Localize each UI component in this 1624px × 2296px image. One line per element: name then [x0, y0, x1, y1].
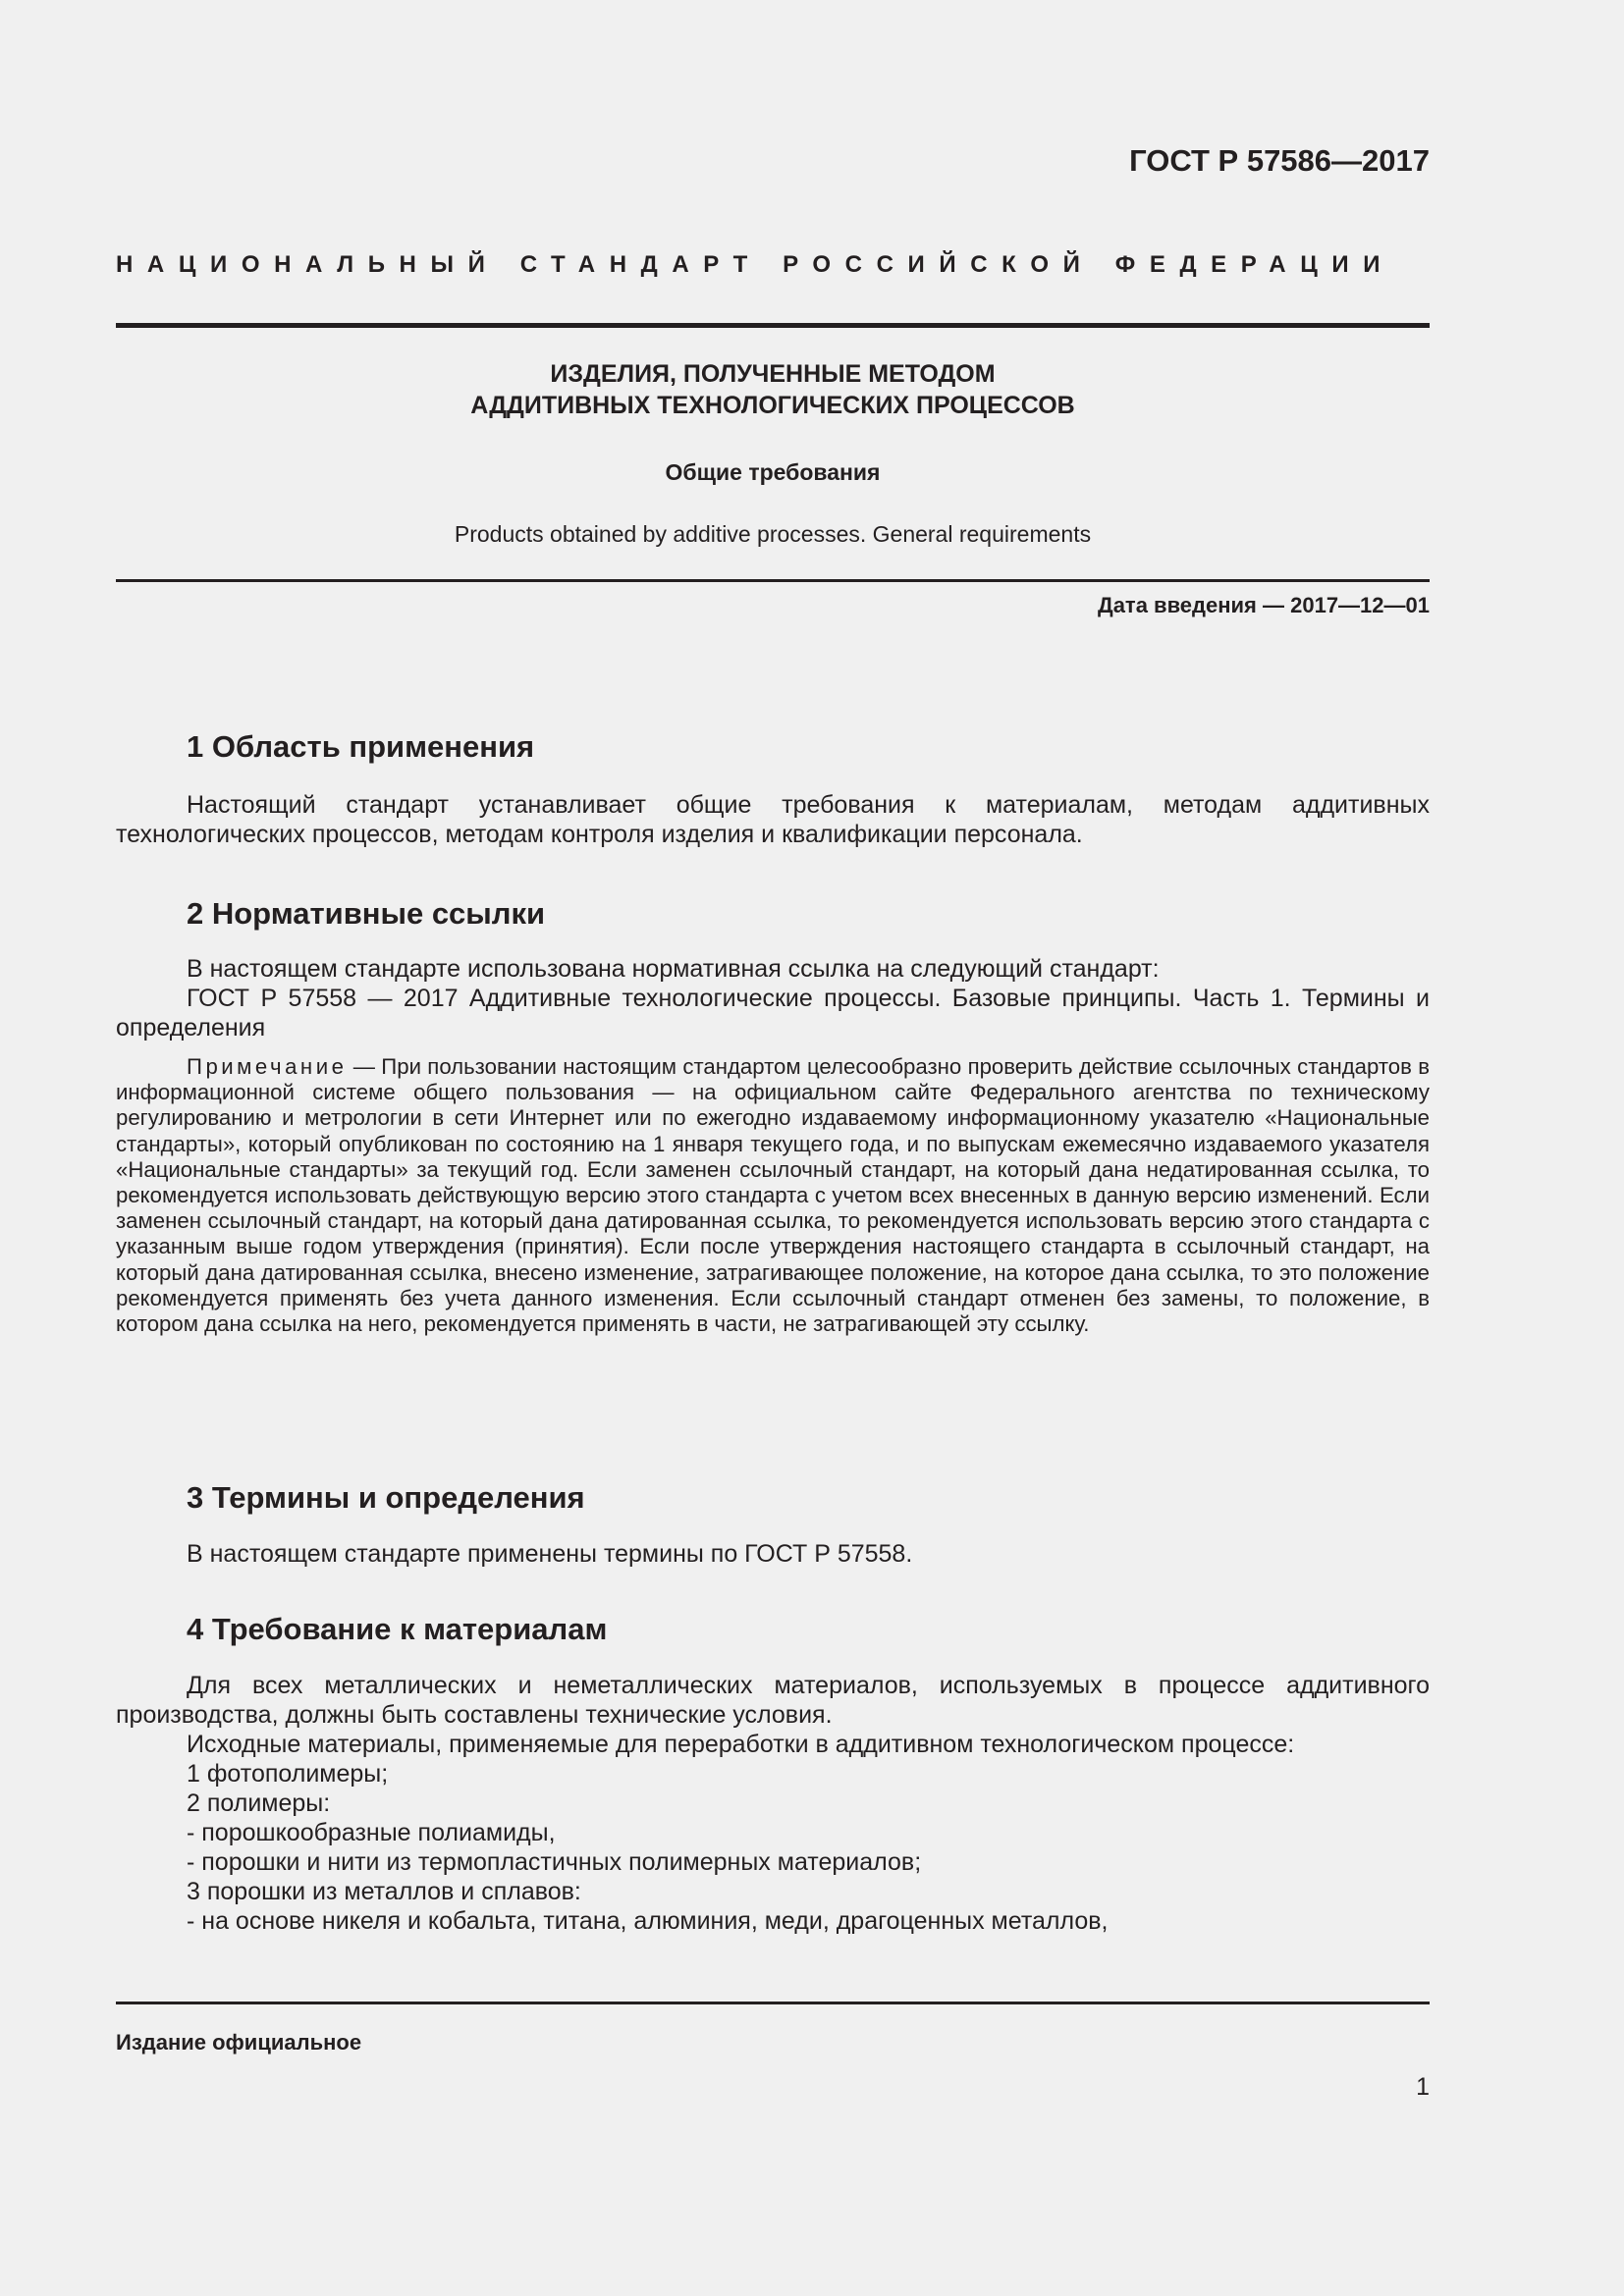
introduction-date: Дата введения — 2017—12—01: [1098, 593, 1430, 617]
document-subtitle: Общие требования: [665, 459, 881, 485]
section-2-intro: В настоящем стандарте использована нормативная ссылка на следующий стандарт:: [187, 955, 1160, 983]
page-number: 1: [1416, 2073, 1430, 2101]
footer-rule: [116, 2002, 1430, 2004]
section-2-reference: ГОСТ Р 57558 — 2017 Аддитивные технологические процессы. Базовые принципы. Часть 1. Термины и определения: [116, 985, 1430, 1041]
section-4: [116, 1610, 1430, 1936]
section-2-note: [116, 1054, 1430, 1337]
title-rule: [116, 579, 1430, 582]
section-3: [116, 1478, 1430, 1569]
page-content: [116, 0, 1430, 2296]
national-standard-banner: НАЦИОНАЛЬНЫЙ СТАНДАРТ РОССИЙСКОЙ ФЕДЕРАЦИИ: [116, 251, 1395, 278]
list-item: - на основе никеля и кобальта, титана, алюминия, меди, драгоценных металлов,: [187, 1907, 1109, 1935]
document-title: [116, 358, 1430, 421]
note-label: Примечание: [187, 1054, 348, 1079]
section-1-heading: 1 Область применения: [187, 729, 535, 764]
title-line-2: АДДИТИВНЫХ ТЕХНОЛОГИЧЕСКИХ ПРОЦЕССОВ: [470, 392, 1075, 419]
top-rule: [116, 323, 1430, 328]
section-1-text: Настоящий стандарт устанавливает общие требования к материалам, методам аддитивных технологических процессов, методам контроля изделия и квалификации персонала.: [116, 791, 1430, 848]
section-1: [116, 727, 1430, 849]
note-text: — При пользовании настоящим стандартом целесообразно проверить действие ссылочных стандартов в информационной системе общего пользования — на официальном сайте Федерального агентства по техническому регулированию и метрологии в сети Интернет или по ежегодно издаваемому информационному указателю «Национальные стандарты», который опубликован по состоянию на 1 января текущего года, и по выпускам ежемесячно издаваемого указателя «Национальные стандарты» за текущий год. Если заменен ссылочный стандарт, на который дана недатированная ссылка, то рекомендуется использовать действующую версию этого стандарта с учетом всех внесенных в данную версию изменений. Если заменен ссылочный стандарт, на который дана датированная ссылка, то рекомендуется использовать версию этого стандарта с указанным выше годом утверждения (принятия). Если после утверждения настоящего стандарта в ссылочный стандарт, на который дана датированная ссылка, внесено изменение, затрагивающее положение, на которое дана ссылка, то это положение рекомендуется применять без учета данного изменения. Если ссылочный стандарт отменен без замены, то положение, в котором дана ссылка на него, рекомендуется применять в части, не затрагивающей эту ссылку.: [116, 1054, 1430, 1337]
list-item: 2 полимеры:: [187, 1789, 331, 1817]
title-line-1: ИЗДЕЛИЯ, ПОЛУЧЕННЫЕ МЕТОДОМ: [550, 360, 996, 388]
list-item: - порошки и нити из термопластичных полимерных материалов;: [187, 1848, 922, 1876]
section-4-para-2: Исходные материалы, применяемые для переработки в аддитивном технологическом процессе:: [187, 1731, 1295, 1758]
section-4-heading: 4 Требование к материалам: [187, 1612, 608, 1646]
list-item: 3 порошки из металлов и сплавов:: [187, 1878, 581, 1905]
official-edition-label: Издание официальное: [116, 2030, 362, 2055]
standard-number: ГОСТ Р 57586—2017: [1129, 143, 1430, 178]
section-2: [116, 894, 1430, 1337]
section-3-heading: 3 Термины и определения: [187, 1480, 585, 1515]
section-2-heading: 2 Нормативные ссылки: [187, 896, 546, 931]
section-4-para-1: Для всех металлических и неметаллических материалов, используемых в процессе аддитивного производства, должны быть составлены технические условия.: [116, 1672, 1430, 1729]
english-title: Products obtained by additive processes. General requirements: [454, 521, 1092, 547]
list-item: - порошкообразные полиамиды,: [187, 1819, 556, 1846]
list-item: 1 фотополимеры;: [187, 1760, 389, 1788]
section-3-text: В настоящем стандарте применены термины по ГОСТ Р 57558.: [187, 1540, 913, 1568]
